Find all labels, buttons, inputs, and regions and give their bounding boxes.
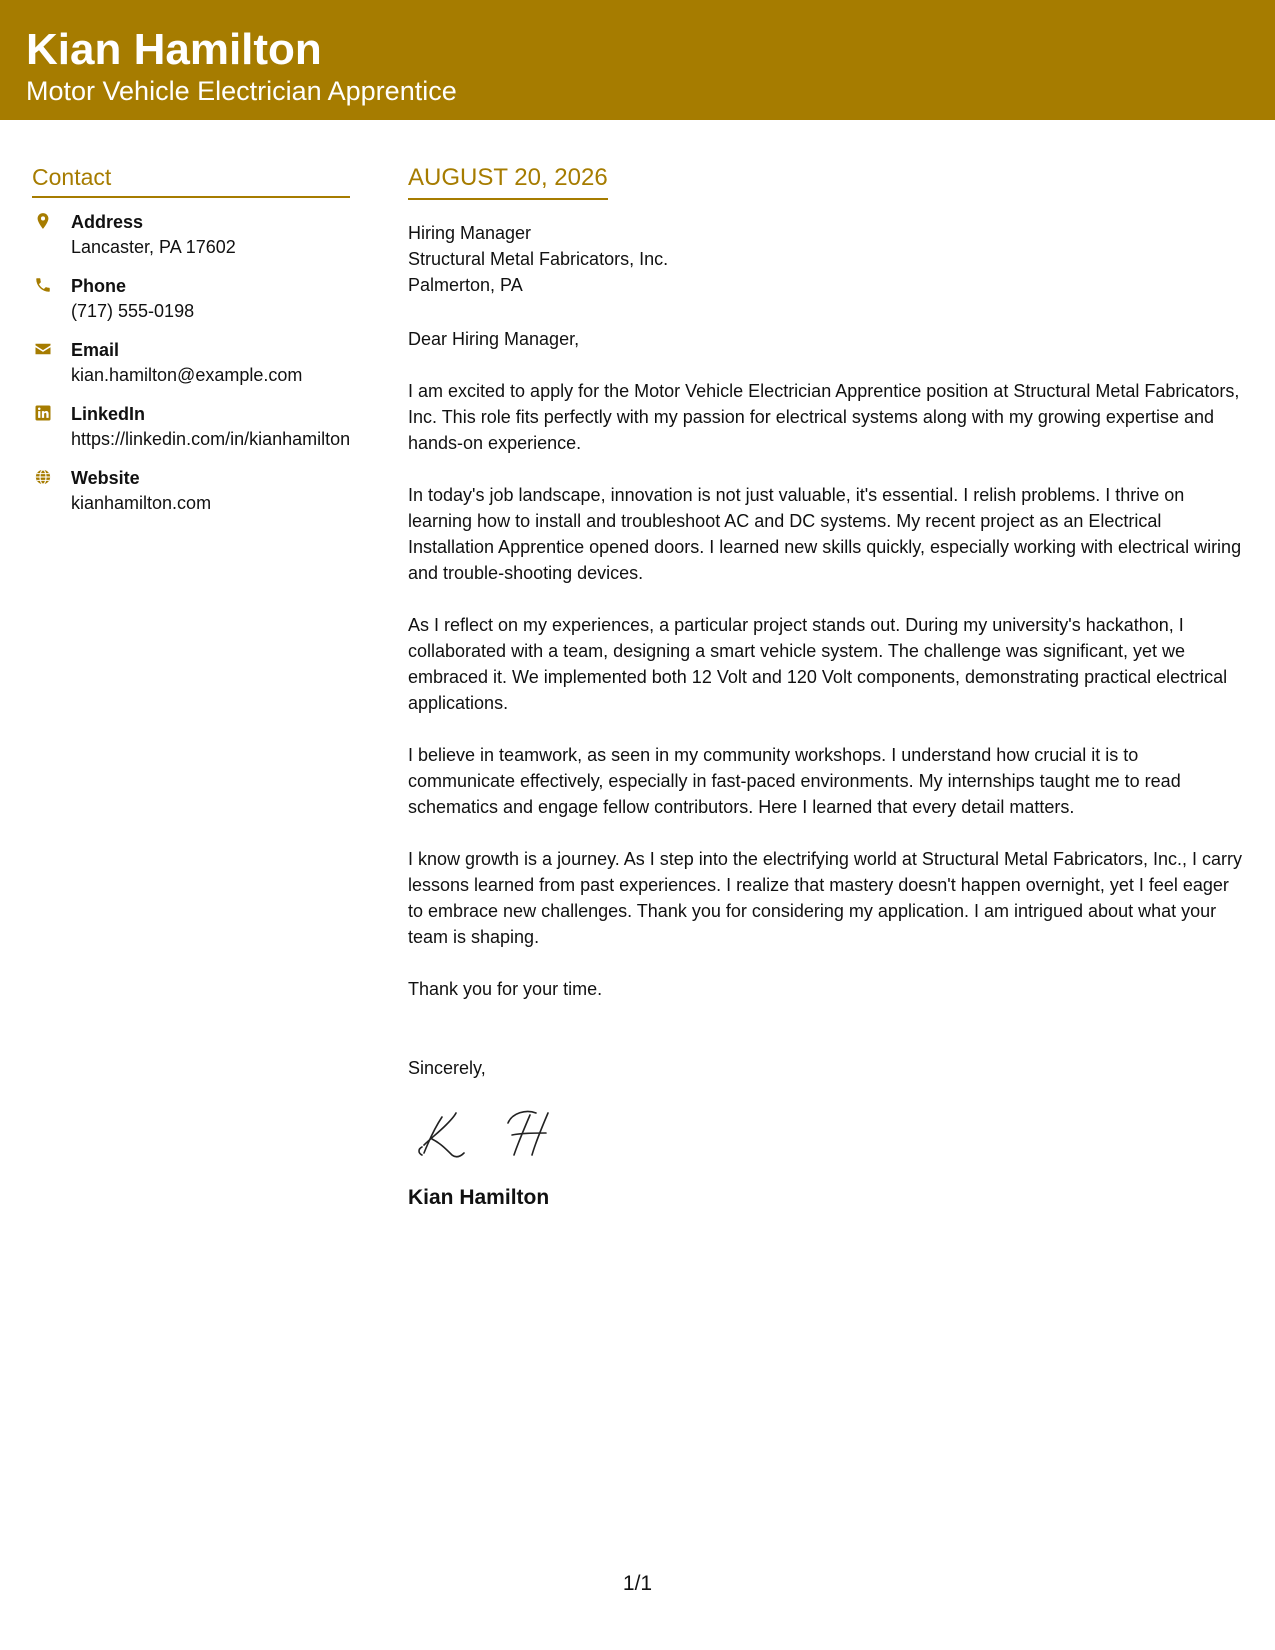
globe-icon: [34, 468, 52, 486]
contact-list: [32, 210, 352, 516]
recipient-line: Hiring Manager: [408, 223, 532, 243]
letter-text: [408, 326, 1248, 1002]
contact-item-linkedin: [32, 402, 352, 452]
contact-item-address: [32, 210, 352, 260]
paragraph-thanks: Thank you for your time.: [408, 979, 603, 999]
linkedin-icon: [34, 404, 52, 422]
paragraph: I am excited to apply for the Motor Vehicle Electrician Apprentice position at Structural Metal Fabricators, Inc. This role fits perfectly with my passion for electrical systems along with my growing expertise and hands-on experience.: [408, 381, 1240, 453]
signature-image: [414, 1095, 674, 1165]
linkedin-value[interactable]: https://linkedin.com/in/kianhamilton: [71, 429, 351, 449]
header-banner: [0, 0, 1275, 120]
contact-label: Email: [71, 340, 120, 360]
letter-date: AUGUST 20, 2026: [408, 162, 608, 200]
page-number: 1/1: [622, 1572, 653, 1595]
contact-label: LinkedIn: [71, 404, 146, 424]
contact-label: Address: [71, 212, 144, 232]
paragraph: I know growth is a journey. As I step into the electrifying world at Structural Metal Fabricators, Inc., I carry lessons learned from past experiences. I realize that mastery doesn't happen overnight, yet I feel eager to embrace new challenges. Thank you for considering my application. I am intrigued about what your team is shaping.: [408, 849, 1243, 947]
map-pin-icon: [34, 212, 52, 230]
closing: Sincerely,: [408, 1058, 486, 1078]
contact-item-email: [32, 338, 352, 388]
envelope-icon: [34, 340, 52, 358]
website-value[interactable]: kianhamilton.com: [71, 493, 212, 513]
address-value: Lancaster, PA 17602: [71, 237, 236, 257]
candidate-name: Kian Hamilton: [26, 25, 322, 74]
letter-body: [408, 162, 1248, 1212]
contact-item-phone: [32, 274, 352, 324]
recipient-block: [408, 220, 1248, 298]
contact-item-website: [32, 466, 352, 516]
phone-icon: [34, 276, 52, 294]
greeting: Dear Hiring Manager,: [408, 329, 580, 349]
recipient-location: Palmerton, PA: [408, 275, 523, 295]
phone-value: (717) 555-0198: [71, 301, 195, 321]
recipient-company: Structural Metal Fabricators, Inc.: [408, 249, 669, 269]
contact-label: Phone: [71, 276, 127, 296]
job-title: Motor Vehicle Electrician Apprentice: [26, 76, 457, 106]
paragraph: As I reflect on my experiences, a particular project stands out. During my university's hackathon, I collaborated with a team, designing a smart vehicle system. The challenge was significant, yet we embraced it. We implemented both 12 Volt and 120 Volt components, demonstrating practical electrical applications.: [408, 615, 1228, 713]
signed-name: Kian Hamilton: [408, 1186, 550, 1209]
email-value: kian.hamilton@example.com: [71, 365, 303, 385]
paragraph: In today's job landscape, innovation is not just valuable, it's essential. I relish problems. I thrive on learning how to install and troubleshoot AC and DC systems. My recent project as an Electrical Installation Apprentice opened doors. I learned new skills quickly, especially working with electrical wiring and trouble-shooting devices.: [408, 485, 1242, 583]
contact-label: Website: [71, 468, 140, 488]
contact-sidebar: [32, 162, 352, 530]
contact-section-title: Contact: [32, 162, 350, 198]
paragraph: I believe in teamwork, as seen in my community workshops. I understand how crucial it is to communicate effectively, especially in fast-paced environments. My internships taught me to read schematics and engage fellow contributors. Here I learned that every detail matters.: [408, 745, 1181, 817]
